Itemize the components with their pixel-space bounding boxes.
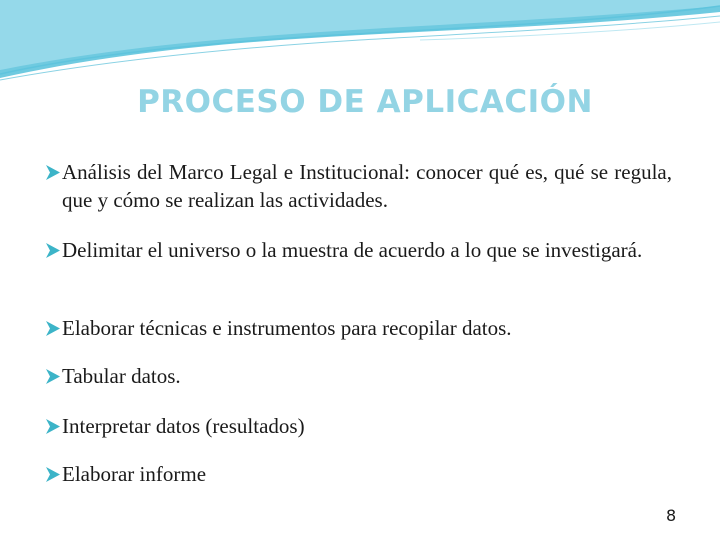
page-number: 8 — [666, 506, 677, 525]
list-item — [46, 412, 672, 440]
list-item — [46, 236, 672, 264]
bullet-text: Elaborar técnicas e instrumentos para recopilar datos. — [62, 316, 512, 340]
bullet-text: Tabular datos. — [62, 364, 181, 388]
bullet-text: Análisis del Marco Legal e Institucional: conocer qué es, qué se regula, que y cómo se realizan las actividades. — [62, 160, 672, 212]
arrow-bullet-icon — [46, 369, 60, 384]
bullet-text: Elaborar informe — [62, 462, 207, 486]
slide-title: PROCESO DE APLICACIÓN — [137, 84, 593, 120]
list-item — [46, 314, 672, 342]
arrow-bullet-icon — [46, 419, 60, 434]
arrow-bullet-icon — [46, 165, 60, 180]
arrow-bullet-icon — [46, 243, 60, 258]
list-item — [46, 362, 672, 390]
arrow-bullet-icon — [46, 321, 60, 336]
bullet-text: Interpretar datos (resultados) — [62, 414, 305, 438]
arrow-bullet-icon — [46, 467, 60, 482]
header-wave-decoration — [0, 0, 720, 90]
list-item — [46, 158, 672, 214]
list-item — [46, 460, 672, 488]
bullet-text: Delimitar el universo o la muestra de acuerdo a lo que se investigará. — [62, 238, 643, 262]
